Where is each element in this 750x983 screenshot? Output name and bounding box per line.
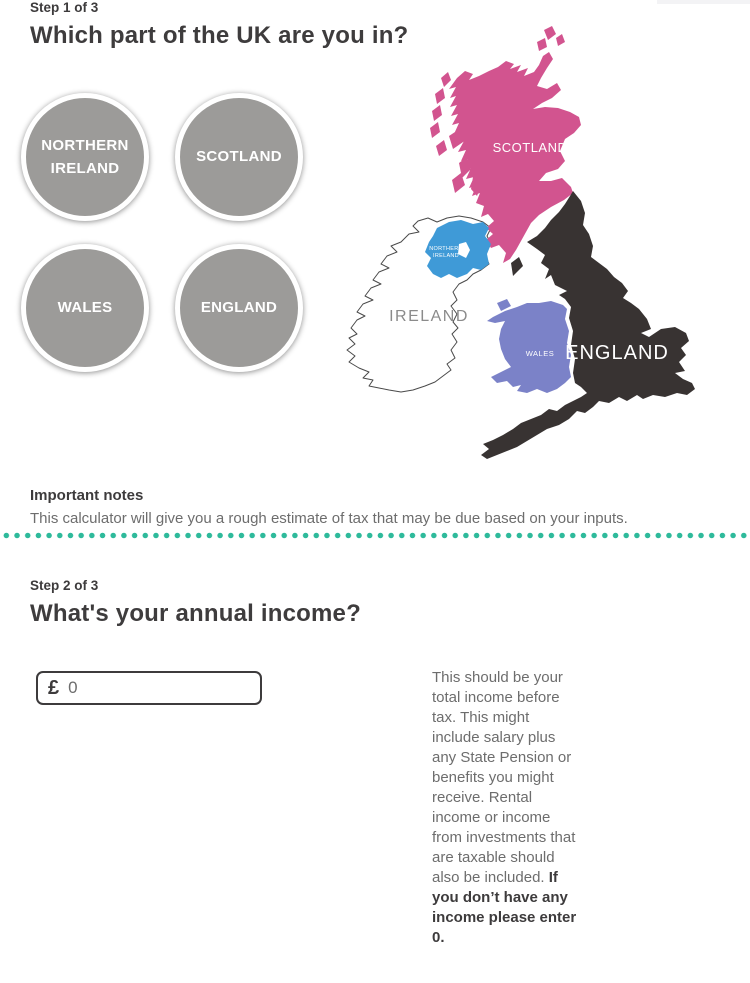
step2-indicator: Step 2 of 3 (30, 578, 99, 593)
uk-map (340, 10, 750, 480)
top-right-partial-element (657, 0, 750, 4)
income-help-text (432, 668, 580, 948)
region-button-northern-ireland[interactable] (21, 93, 149, 221)
region-button-label: WALES (57, 299, 113, 317)
region-button-wales[interactable] (21, 244, 149, 372)
region-button-label: SCOTLAND (196, 148, 282, 166)
map-label-wales: WALES (525, 349, 555, 358)
income-help-normal: This should be your total income before tax. This might include salary plus any State Pension or benefits you might receive. Rental income or income from investments that are taxable should also be included. (432, 669, 576, 886)
map-label-scotland: SCOTLAND (492, 140, 568, 155)
map-label-ireland: IRELAND (389, 308, 469, 325)
pound-symbol: £ (48, 676, 60, 699)
map-wales-region[interactable] (487, 299, 571, 393)
step2-question: What's your annual income? (30, 600, 361, 627)
region-button-england[interactable] (175, 244, 303, 372)
map-label-england: ENGLAND (565, 342, 669, 364)
important-notes-body: This calculator will give you a rough estimate of tax that may be due based on your inputs. (30, 510, 628, 527)
step1-question: Which part of the UK are you in? (30, 22, 409, 49)
region-button-group (21, 93, 303, 372)
map-label-northern-ireland-line1: NORTHERN (429, 246, 463, 252)
map-label-northern-ireland-line2: IRELAND (433, 253, 459, 259)
annual-income-field[interactable] (36, 671, 262, 705)
annual-income-input[interactable] (68, 678, 238, 698)
region-button-label: ENGLAND (200, 299, 278, 317)
income-help-bold: If you don’t have any income please enter 0. (432, 869, 577, 946)
step1-indicator: Step 1 of 3 (30, 0, 99, 15)
region-button-label: NORTHERN IRELAND (41, 136, 129, 177)
important-notes-heading: Important notes (30, 487, 144, 504)
region-button-scotland[interactable] (175, 93, 303, 221)
dotted-divider (1, 531, 750, 540)
